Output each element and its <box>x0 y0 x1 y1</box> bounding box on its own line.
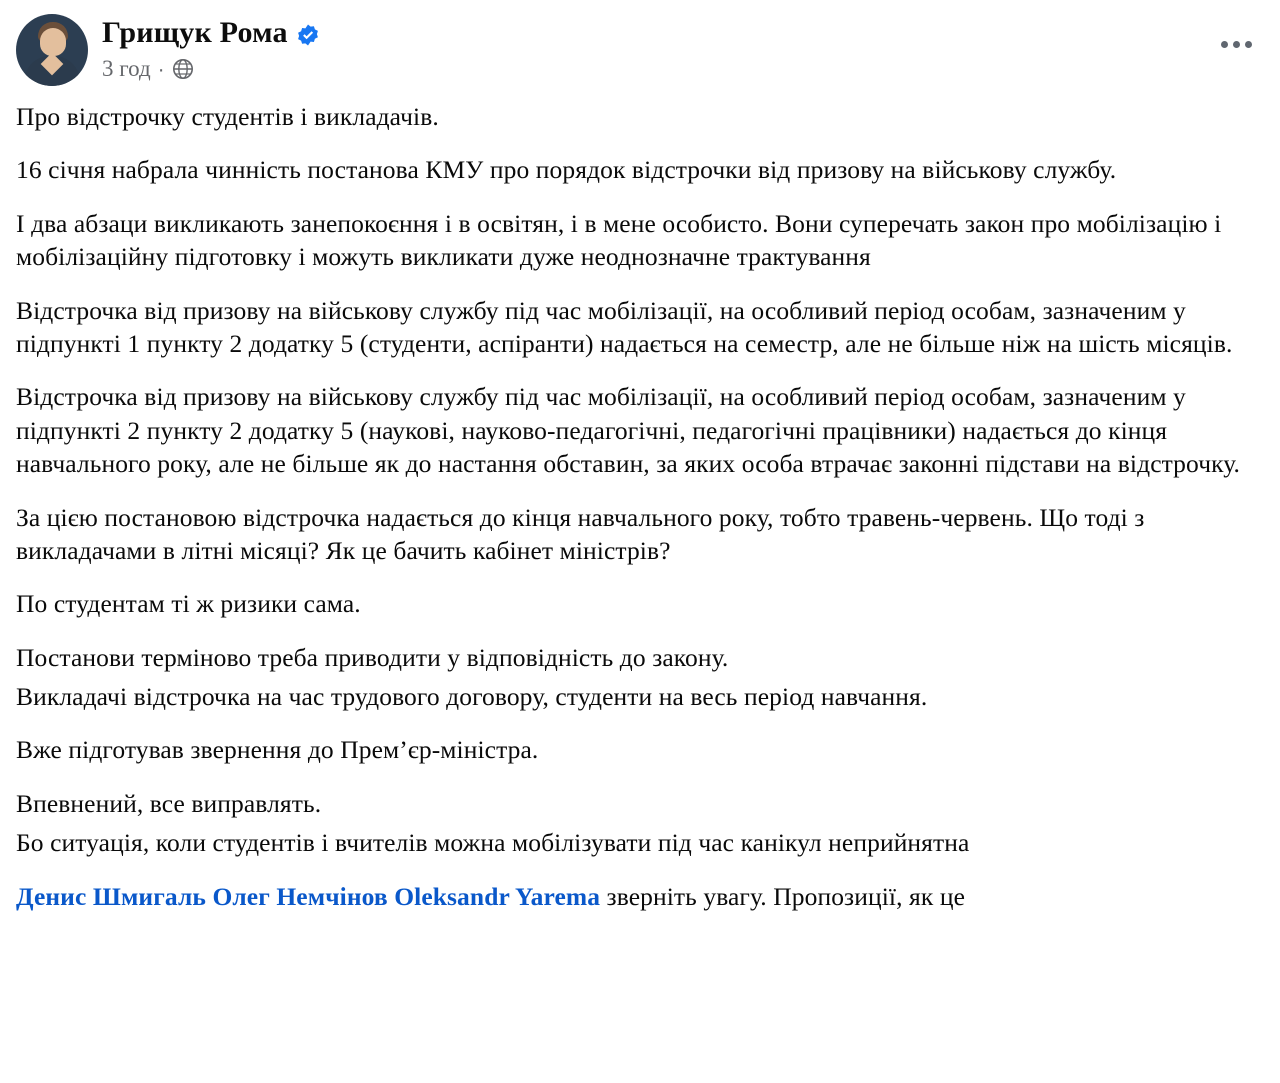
post-paragraph: Бо ситуація, коли студентів і вчителів можна мобілізувати під час канікул неприйнятна <box>16 828 970 858</box>
post-body <box>0 90 1280 913</box>
post-options-button[interactable] <box>1214 26 1258 62</box>
mention-link[interactable]: Денис Шмигаль <box>16 881 206 911</box>
post-timestamp[interactable]: 3 год <box>102 56 151 81</box>
menu-dot-1 <box>1221 41 1228 48</box>
post-paragraph-mentions <box>16 880 1264 913</box>
menu-dot-3 <box>1245 41 1252 48</box>
verified-badge-icon <box>296 23 320 47</box>
post-paragraph: Відстрочка від призову на військову службу під час мобілізації, на особливий період особам, зазначеним у підпункті 2 пункту 2 додатку 5 (наукові, науково-педагогічні, педагогічні працівники) надається до кінця навчального року, але не більше як до настання обставин, за яких особа втрачає законні підстави на відстрочку. <box>16 382 1241 479</box>
post-paragraph: Вже підготував звернення до Прем’єр-міністра. <box>16 735 539 765</box>
post-paragraph: По студентам ті ж ризики сама. <box>16 589 361 619</box>
post-paragraph: Відстрочка від призову на військову службу під час мобілізації, на особливий період особам, зазначеним у підпункті 1 пункту 2 додатку 5 (студенти, аспіранти) надається на семестр, але не більше ніж на шість місяців. <box>16 295 1233 358</box>
post-paragraph-tail: зверніть увагу. Пропозиції, як це <box>600 881 965 911</box>
author-row <box>102 16 320 50</box>
meta-separator: · <box>157 57 165 81</box>
post-paragraph: Впевнений, все виправлять. <box>16 788 322 818</box>
post-header-text <box>102 14 320 82</box>
post-paragraph: Викладачі відстрочка на час трудового договору, студенти на весь період навчання. <box>16 682 928 712</box>
menu-dot-2 <box>1233 41 1240 48</box>
avatar[interactable] <box>16 14 88 86</box>
mention-link[interactable]: Oleksandr Yarema <box>394 881 601 911</box>
post-meta <box>102 56 320 82</box>
post-paragraph: 16 січня набрала чинність постанова КМУ про порядок відстрочки від призову на військову службу. <box>16 155 1117 185</box>
post-header <box>0 0 1280 90</box>
post-paragraph: За цією постановою відстрочка надається до кінця навчального року, тобто травень-червень. Що тоді з викладачами в літні місяці? Як це бачить кабінет міністрів? <box>16 502 1145 565</box>
post-paragraph: Постанови терміново треба приводити у відповідність до закону. <box>16 642 729 672</box>
mention-link[interactable]: Олег Немчінов <box>212 881 388 911</box>
globe-icon[interactable] <box>172 58 194 80</box>
post-paragraph: І два абзаци викликають занепокоєння і в освітян, і в мене особисто. Вони суперечать закон про мобілізацію і мобілізаційну підготовку і можуть викликати дуже неоднозначне трактування <box>16 208 1222 272</box>
avatar-face <box>40 28 66 56</box>
post-paragraph: Про відстрочку студентів і викладачів. <box>16 102 439 131</box>
author-name[interactable]: Грищук Рома <box>102 16 288 49</box>
